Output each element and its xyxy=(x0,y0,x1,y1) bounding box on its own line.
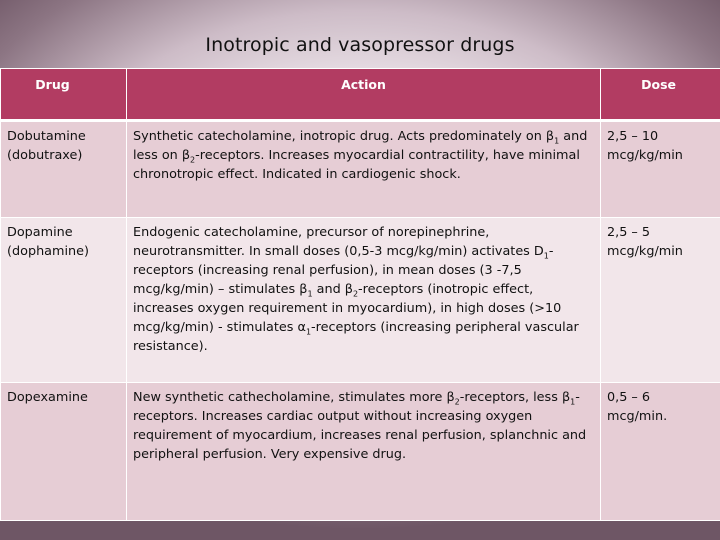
drug-name: Dopexamine xyxy=(7,390,88,405)
subscript: 2 xyxy=(352,289,359,299)
table-row-dopexamine xyxy=(1,383,720,521)
drug-name: Dobutamine xyxy=(7,129,86,144)
drug-trade-name: (dophamine) xyxy=(7,244,90,259)
dose-cell: 2,5 – 10 mcg/kg/min xyxy=(601,121,720,218)
subscript: 1 xyxy=(554,136,560,146)
dose-cell: 2,5 – 5 mcg/kg/min xyxy=(601,218,720,383)
action-cell xyxy=(127,383,601,521)
subscript: 1 xyxy=(570,397,576,407)
action-text: -receptors, less β xyxy=(459,390,571,405)
action-cell xyxy=(127,121,601,218)
action-cell xyxy=(127,218,601,383)
action-text: - receptors. Increases cardiac output without increasing oxygen requirement of myocardium, increases renal perfusion, splanchnic and peripheral perfusion. Very expensive drug. xyxy=(133,390,587,462)
table-row-dopamine xyxy=(1,218,720,383)
action-text: New synthetic cathecholamine, stimulates more β xyxy=(133,390,455,405)
table-header-row xyxy=(1,69,720,121)
drug-cell xyxy=(1,218,127,383)
subscript: 1 xyxy=(543,251,549,261)
drug-table xyxy=(0,68,720,521)
slide-title: Inotropic and vasopressor drugs xyxy=(205,34,515,56)
header-action: Action xyxy=(127,69,601,121)
subscript: 2 xyxy=(454,397,460,407)
action-text: and β xyxy=(312,282,353,297)
action-text: Endogenic catecholamine, precursor of norepinephrine, neurotransmitter. In small doses (0,5-3 mcg/kg/min) activates D xyxy=(133,225,544,259)
dose-cell: 0,5 – 6 mcg/min. xyxy=(601,383,720,521)
drug-cell xyxy=(1,121,127,218)
subscript: 1 xyxy=(307,289,313,299)
action-text: -receptors (increasing peripheral vascular resistance). xyxy=(133,320,579,354)
drug-trade-name: (dobutraxe) xyxy=(7,148,83,163)
action-text: -receptors (increasing renal perfusion), in mean doses (3 -7,5 mcg/kg/min) – stimulates β xyxy=(133,244,554,297)
drug-name: Dopamine xyxy=(7,225,73,240)
action-text: -receptors. Increases myocardial contractility, have minimal chronotropic effect. Indicated in cardiogenic shock. xyxy=(133,148,580,182)
drug-cell xyxy=(1,383,127,521)
action-text: Synthetic catecholamine, inotropic drug. Acts predominately on β xyxy=(133,129,555,144)
subscript: 2 xyxy=(190,155,196,165)
action-text: and less on β xyxy=(133,129,588,163)
action-text: -receptors (inotropic effect, increases oxygen requirement in myocardium), in high doses (>10 mcg/kg/min) - stimulates α xyxy=(133,282,562,335)
header-drug: Drug xyxy=(1,69,127,121)
subscript: 1 xyxy=(305,327,312,337)
header-dose: Dose xyxy=(601,69,720,121)
table-row-dobutamine xyxy=(1,121,720,218)
